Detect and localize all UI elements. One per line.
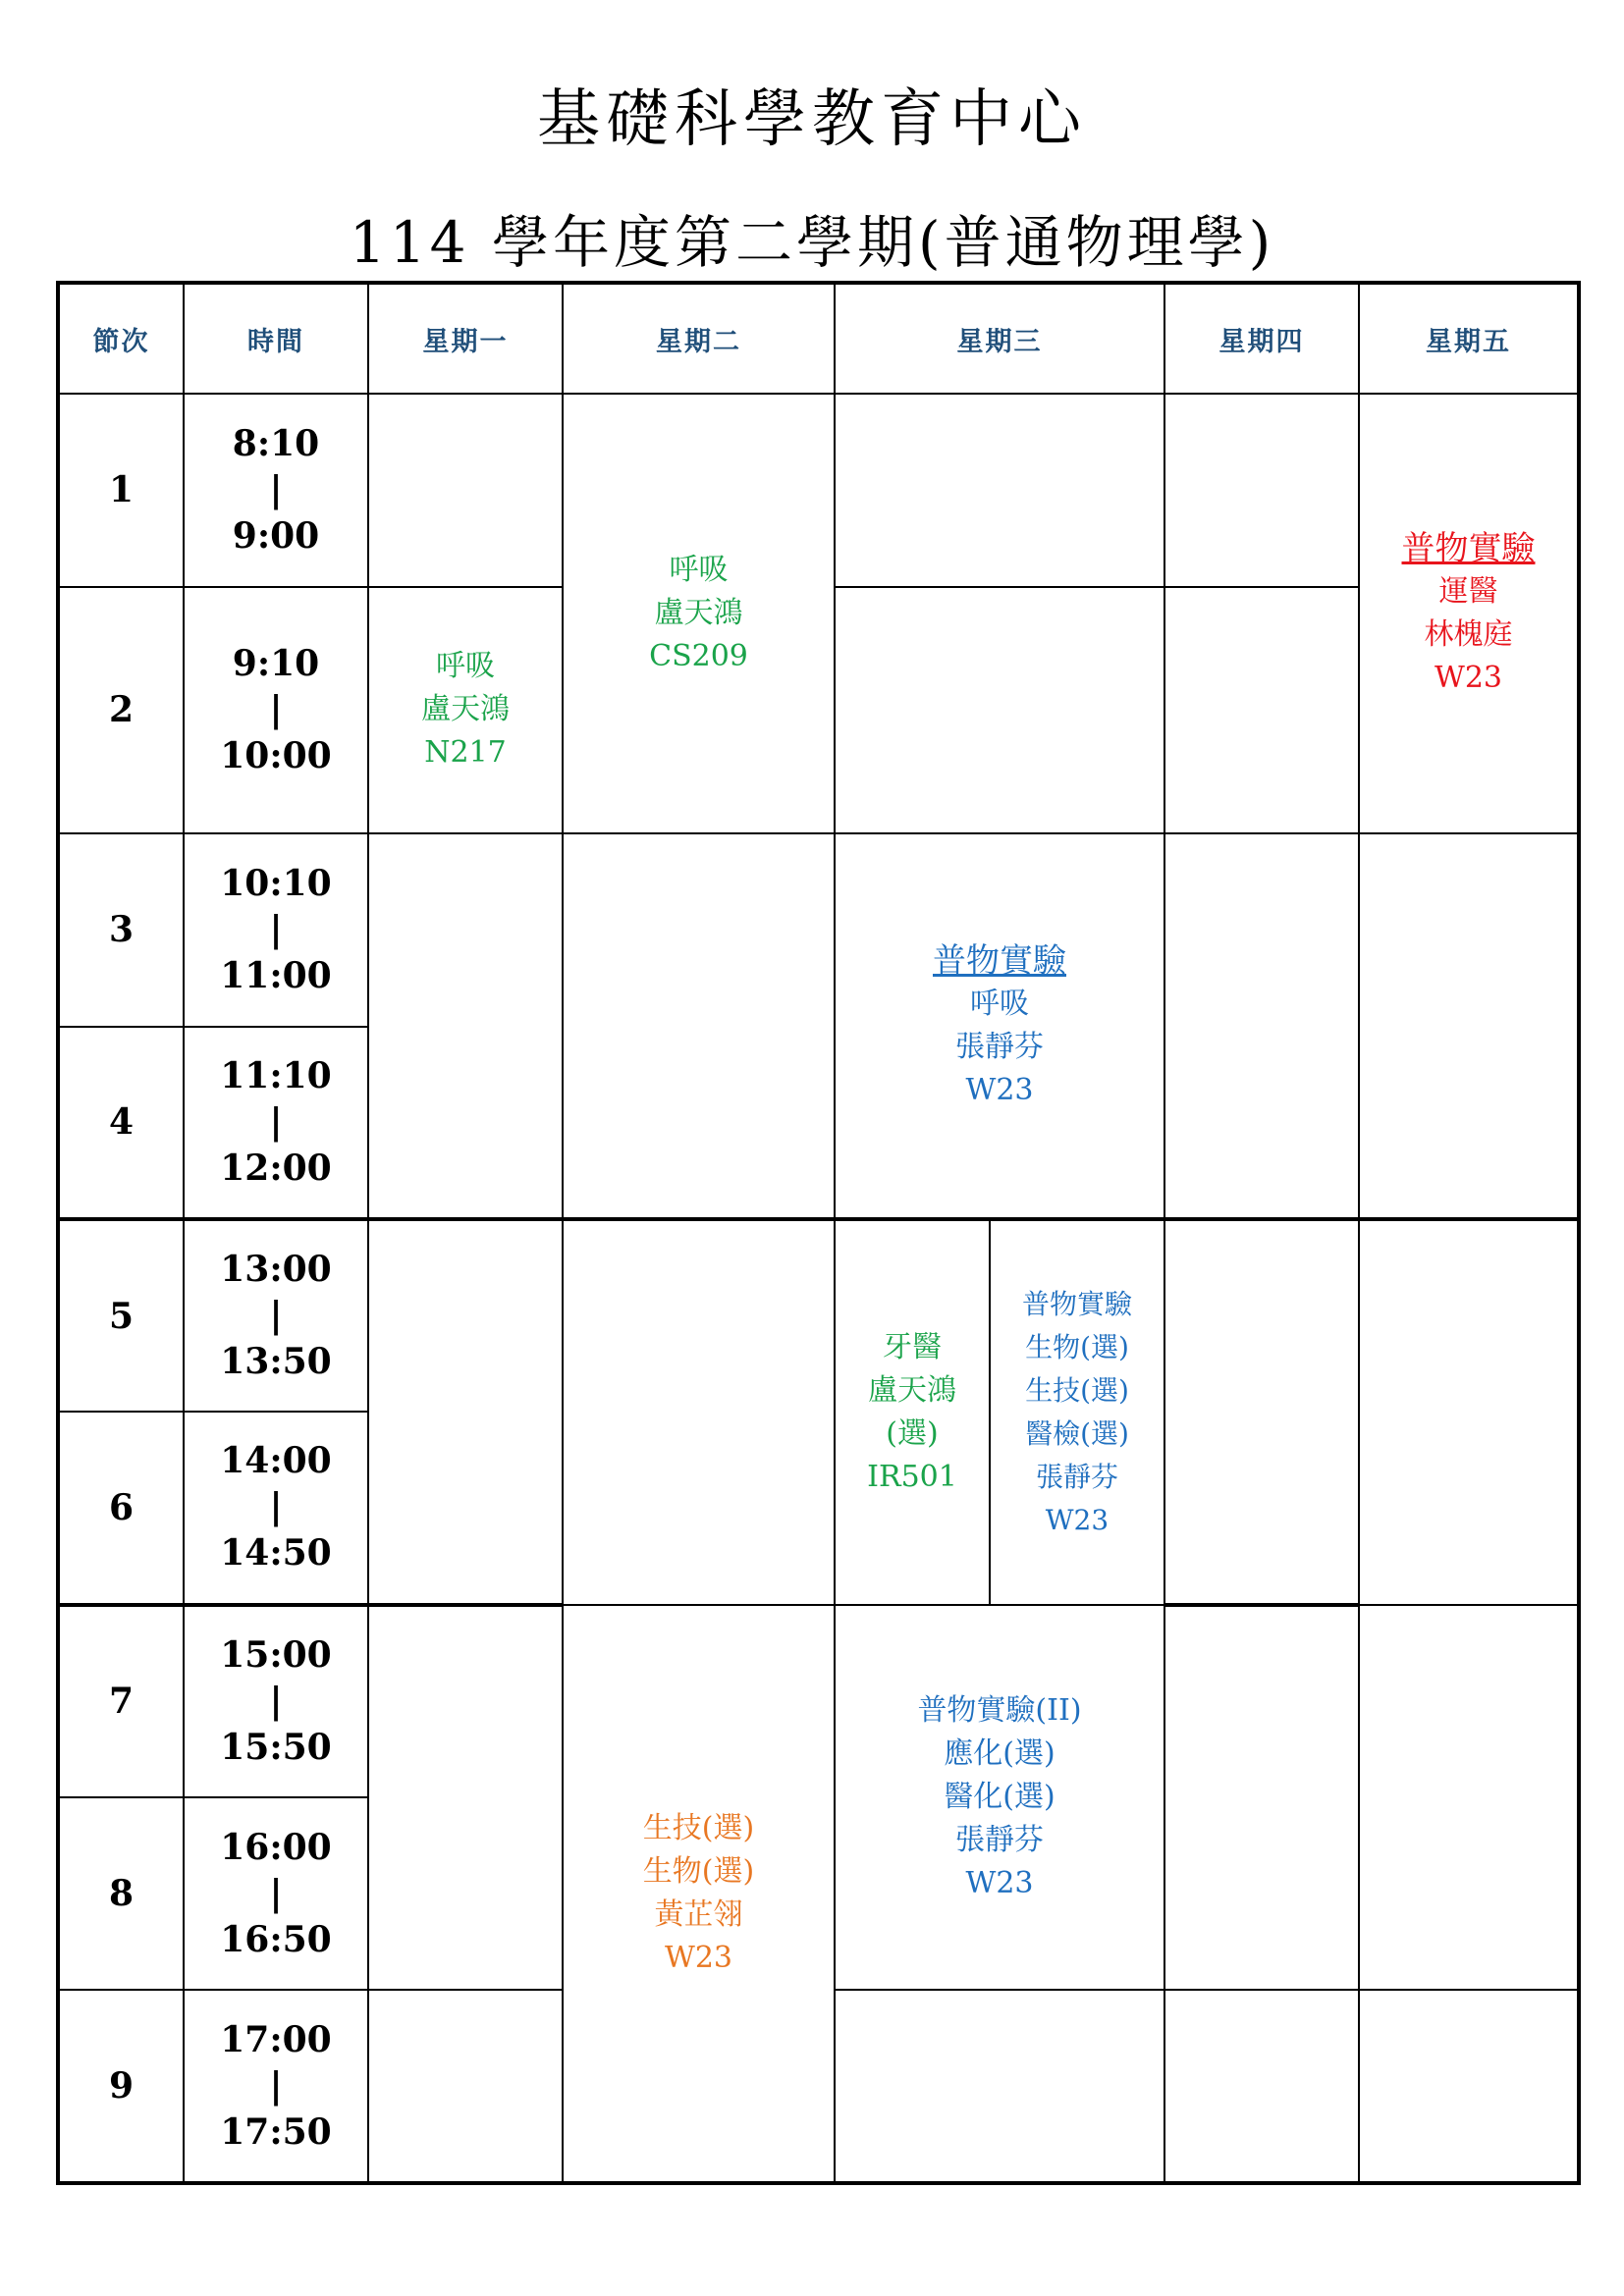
period-number: 6 bbox=[58, 1412, 184, 1604]
course-title: 普物實驗 bbox=[933, 941, 1066, 982]
course-note: (選) bbox=[886, 1415, 939, 1451]
cell-tue-p5-6 bbox=[563, 1219, 835, 1605]
course-room: W23 bbox=[965, 1866, 1034, 1901]
cell-fri-p5-6 bbox=[1359, 1219, 1579, 1605]
cell-thu-p3-4 bbox=[1164, 833, 1359, 1219]
course-teacher: 盧天鴻 bbox=[654, 596, 743, 631]
course-dept: 醫化(選) bbox=[944, 1780, 1056, 1815]
course-teacher: 張靜芬 bbox=[955, 1030, 1044, 1065]
period-time bbox=[184, 587, 368, 834]
course-room: IR501 bbox=[867, 1459, 957, 1494]
course-wed-p5-6-dental bbox=[835, 1219, 990, 1605]
cell-thu-p2 bbox=[1164, 587, 1359, 834]
time-separator: | bbox=[269, 1680, 283, 1722]
period-time bbox=[184, 833, 368, 1026]
cell-thu-p9 bbox=[1164, 1990, 1359, 2183]
cell-wed-p2 bbox=[835, 587, 1164, 834]
cell-mon-p3-4 bbox=[368, 833, 563, 1219]
time-separator: | bbox=[269, 1872, 283, 1914]
cell-mon-p1 bbox=[368, 394, 563, 586]
time-end: 14:50 bbox=[220, 1532, 332, 1575]
course-room: N217 bbox=[424, 735, 507, 771]
period-time bbox=[184, 394, 368, 586]
col-header-thu: 星期四 bbox=[1164, 283, 1359, 394]
course-mon-p2 bbox=[368, 587, 563, 834]
course-tue-p7-9 bbox=[563, 1605, 835, 2183]
period-time bbox=[184, 1027, 368, 1219]
time-end: 9:00 bbox=[232, 514, 320, 557]
cell-mon-p9 bbox=[368, 1990, 563, 2183]
col-header-wed: 星期三 bbox=[835, 283, 1164, 394]
course-room: W23 bbox=[664, 1940, 732, 1975]
time-separator: | bbox=[269, 1100, 283, 1143]
course-fri-p1-2 bbox=[1359, 394, 1579, 833]
course-dept: 呼吸 bbox=[970, 987, 1029, 1022]
course-dept: 生物(選) bbox=[642, 1853, 755, 1889]
cell-mon-p5-6 bbox=[368, 1219, 563, 1605]
table-row bbox=[58, 833, 1579, 1026]
course-wed-p3-4 bbox=[835, 833, 1164, 1219]
period-number: 1 bbox=[58, 394, 184, 586]
course-room: W23 bbox=[1045, 1503, 1110, 1536]
course-room: W23 bbox=[965, 1073, 1034, 1108]
course-teacher: 張靜芬 bbox=[1035, 1460, 1118, 1493]
col-header-fri: 星期五 bbox=[1359, 283, 1579, 394]
period-time bbox=[184, 1990, 368, 2183]
course-teacher: 林槐庭 bbox=[1424, 617, 1513, 653]
header-row bbox=[58, 283, 1579, 394]
course-room: CS209 bbox=[649, 639, 748, 674]
course-room: W23 bbox=[1434, 661, 1502, 696]
time-separator: | bbox=[269, 2064, 283, 2107]
cell-fri-p9 bbox=[1359, 1990, 1579, 2183]
time-start: 9:10 bbox=[232, 642, 320, 684]
time-separator: | bbox=[269, 1486, 283, 1528]
cell-thu-p1 bbox=[1164, 394, 1359, 586]
col-header-mon: 星期一 bbox=[368, 283, 563, 394]
time-end: 15:50 bbox=[220, 1726, 332, 1768]
cell-fri-p3-4 bbox=[1359, 833, 1579, 1219]
time-separator: | bbox=[269, 1295, 283, 1337]
time-start: 13:00 bbox=[220, 1249, 332, 1291]
period-number: 3 bbox=[58, 833, 184, 1026]
course-teacher: 張靜芬 bbox=[955, 1823, 1044, 1858]
cell-wed-p9 bbox=[835, 1990, 1164, 2183]
course-subject: 呼吸 bbox=[669, 553, 729, 588]
cell-thu-p7-8 bbox=[1164, 1605, 1359, 1991]
course-title: 普物實驗 bbox=[1401, 529, 1536, 569]
period-number: 8 bbox=[58, 1797, 184, 1990]
time-start: 15:00 bbox=[220, 1633, 332, 1676]
time-start: 17:00 bbox=[220, 2018, 332, 2060]
time-separator: | bbox=[269, 468, 283, 510]
semester-title: 114 學年度第二學期(普通物理學) bbox=[349, 209, 1275, 276]
time-start: 8:10 bbox=[232, 422, 320, 464]
cell-tue-p3-4 bbox=[563, 833, 835, 1219]
time-start: 16:00 bbox=[220, 1826, 332, 1868]
course-dept: 牙醫 bbox=[883, 1329, 942, 1364]
course-dept: 生物(選) bbox=[1025, 1330, 1129, 1363]
time-end: 12:00 bbox=[220, 1147, 332, 1189]
course-title: 普物實驗(II) bbox=[917, 1693, 1082, 1729]
course-tue-p1-2 bbox=[563, 394, 835, 833]
period-number: 5 bbox=[58, 1219, 184, 1412]
course-dept: 生技(選) bbox=[642, 1810, 755, 1845]
course-dept: 醫檢(選) bbox=[1025, 1416, 1129, 1450]
period-time bbox=[184, 1219, 368, 1412]
time-end: 17:50 bbox=[220, 2110, 332, 2153]
time-start: 10:10 bbox=[220, 862, 332, 904]
period-number: 4 bbox=[58, 1027, 184, 1219]
cell-thu-p5-6 bbox=[1164, 1219, 1359, 1605]
course-wed-p7-8 bbox=[835, 1605, 1164, 1991]
table-row bbox=[58, 394, 1579, 586]
time-separator: | bbox=[269, 908, 283, 950]
time-separator: | bbox=[269, 688, 283, 730]
timetable bbox=[56, 281, 1581, 2185]
course-subject: 呼吸 bbox=[436, 649, 495, 684]
course-dept: 生技(選) bbox=[1025, 1373, 1129, 1407]
cell-mon-p7-8 bbox=[368, 1605, 563, 1991]
course-dept: 運醫 bbox=[1438, 574, 1498, 610]
col-header-period: 節次 bbox=[58, 283, 184, 394]
course-teacher: 盧天鴻 bbox=[421, 692, 510, 727]
period-time bbox=[184, 1605, 368, 1797]
time-end: 13:50 bbox=[220, 1341, 332, 1383]
cell-fri-p7-8 bbox=[1359, 1605, 1579, 1991]
time-end: 16:50 bbox=[220, 1918, 332, 1960]
col-header-time: 時間 bbox=[184, 283, 368, 394]
time-start: 14:00 bbox=[220, 1440, 332, 1482]
table-row bbox=[58, 1219, 1579, 1412]
course-dept: 應化(選) bbox=[944, 1736, 1056, 1772]
center-title: 基礎科學教育中心 bbox=[537, 83, 1087, 156]
period-time bbox=[184, 1412, 368, 1604]
cell-wed-p1 bbox=[835, 394, 1164, 586]
period-number: 7 bbox=[58, 1605, 184, 1797]
table-row bbox=[58, 1605, 1579, 1797]
period-time bbox=[184, 1797, 368, 1990]
period-number: 9 bbox=[58, 1990, 184, 2183]
time-end: 10:00 bbox=[220, 734, 332, 776]
course-teacher: 盧天鴻 bbox=[868, 1372, 956, 1408]
time-end: 11:00 bbox=[220, 954, 332, 996]
time-start: 11:10 bbox=[220, 1054, 332, 1096]
course-title: 普物實驗 bbox=[1021, 1287, 1132, 1320]
course-wed-p5-6-lab bbox=[990, 1219, 1164, 1605]
col-header-tue: 星期二 bbox=[563, 283, 835, 394]
course-teacher: 黃芷翎 bbox=[654, 1896, 743, 1932]
period-number: 2 bbox=[58, 587, 184, 834]
